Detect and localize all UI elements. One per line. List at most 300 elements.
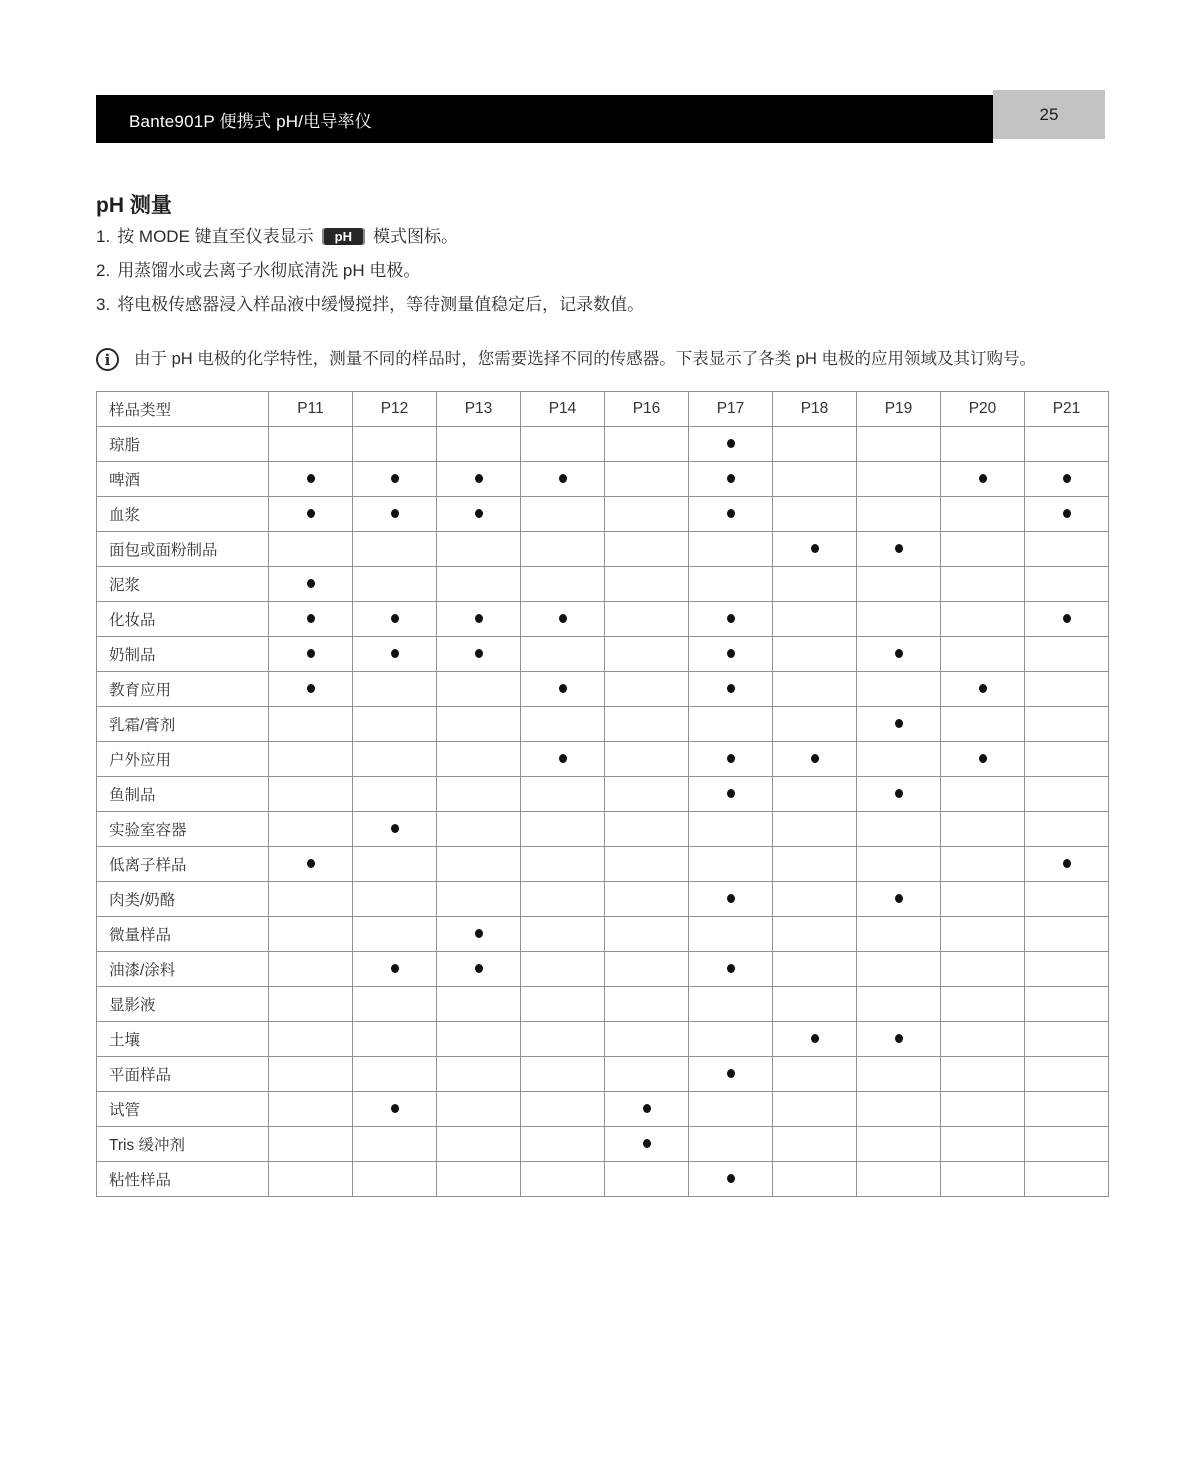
- table-cell: [521, 1127, 605, 1162]
- table-cell: [437, 462, 521, 497]
- table-cell: [605, 1022, 689, 1057]
- dot-marker: [1063, 509, 1071, 518]
- dot-marker: [475, 509, 483, 518]
- dot-marker: [727, 439, 735, 448]
- table-cell: [773, 567, 857, 602]
- step-1-number: 1.: [96, 227, 111, 246]
- step-2: [96, 256, 1106, 290]
- table-cell: [689, 847, 773, 882]
- table-row: [97, 1092, 1109, 1127]
- dot-marker: [811, 544, 819, 553]
- dot-marker: [391, 614, 399, 623]
- electrode-application-table: [96, 391, 1109, 1197]
- table-row: [97, 1127, 1109, 1162]
- column-header-p21: P21: [1025, 392, 1109, 427]
- table-row: [97, 952, 1109, 987]
- dot-marker: [895, 894, 903, 903]
- table-cell: [269, 532, 353, 567]
- row-label: 琼脂: [97, 427, 269, 462]
- dot-marker: [307, 509, 315, 518]
- info-note: [96, 347, 1108, 371]
- column-header-p13: P13: [437, 392, 521, 427]
- dot-marker: [475, 929, 483, 938]
- table-cell: [353, 602, 437, 637]
- table-cell: [353, 1127, 437, 1162]
- table-cell: [605, 672, 689, 707]
- dot-marker: [307, 684, 315, 693]
- table-cell: [353, 1022, 437, 1057]
- table-cell: [353, 987, 437, 1022]
- table-cell: [1025, 917, 1109, 952]
- table-cell: [941, 602, 1025, 637]
- table-cell: [521, 1092, 605, 1127]
- table-cell: [269, 1127, 353, 1162]
- table-cell: [269, 707, 353, 742]
- row-label: Tris 缓冲剂: [97, 1127, 269, 1162]
- table-cell: [521, 987, 605, 1022]
- table-cell: [941, 917, 1025, 952]
- table-cell: [689, 812, 773, 847]
- table-cell: [437, 602, 521, 637]
- row-label: 啤酒: [97, 462, 269, 497]
- table-cell: [605, 462, 689, 497]
- table-cell: [773, 707, 857, 742]
- table-cell: [521, 602, 605, 637]
- table-cell: [1025, 637, 1109, 672]
- table-cell: [521, 427, 605, 462]
- dot-marker: [643, 1139, 651, 1148]
- table-cell: [605, 707, 689, 742]
- table-cell: [521, 707, 605, 742]
- table-cell: [605, 1057, 689, 1092]
- dot-marker: [307, 474, 315, 483]
- page-title: pH 测量: [96, 194, 172, 217]
- table-row: [97, 532, 1109, 567]
- table-cell: [857, 742, 941, 777]
- table-cell: [773, 952, 857, 987]
- table-cell: [353, 672, 437, 707]
- table-cell: [1025, 742, 1109, 777]
- table-cell: [353, 1092, 437, 1127]
- row-label: 血浆: [97, 497, 269, 532]
- table-cell: [857, 1162, 941, 1197]
- dot-marker: [727, 789, 735, 798]
- table-cell: [1025, 497, 1109, 532]
- row-label: 户外应用: [97, 742, 269, 777]
- table-cell: [689, 707, 773, 742]
- table-cell: [689, 602, 773, 637]
- table-cell: [437, 952, 521, 987]
- table-cell: [773, 1022, 857, 1057]
- dot-marker: [391, 474, 399, 483]
- table-cell: [1025, 812, 1109, 847]
- table-cell: [605, 812, 689, 847]
- table-cell: [941, 427, 1025, 462]
- table-cell: [941, 987, 1025, 1022]
- table-cell: [437, 1022, 521, 1057]
- dot-marker: [1063, 474, 1071, 483]
- table-cell: [941, 1162, 1025, 1197]
- table-row: [97, 602, 1109, 637]
- table-cell: [437, 777, 521, 812]
- step-3: [96, 290, 1106, 324]
- info-note-text: 由于 pH 电极的化学特性，测量不同的样品时，您需要选择不同的传感器。下表显示了各类 pH 电极的应用领域及其订购号。: [134, 350, 1037, 368]
- dot-marker: [475, 649, 483, 658]
- table-cell: [689, 427, 773, 462]
- table-cell: [857, 427, 941, 462]
- table-cell: [269, 917, 353, 952]
- table-cell: [269, 1057, 353, 1092]
- table-cell: [1025, 427, 1109, 462]
- table-cell: [773, 462, 857, 497]
- table-cell: [689, 567, 773, 602]
- header-title: Bante901P 便携式 pH/电导率仪: [129, 111, 372, 131]
- table-cell: [1025, 567, 1109, 602]
- row-label: 试管: [97, 1092, 269, 1127]
- dot-marker: [727, 474, 735, 483]
- table-cell: [689, 987, 773, 1022]
- dot-marker: [307, 579, 315, 588]
- table-cell: [521, 497, 605, 532]
- table-cell: [689, 532, 773, 567]
- table-cell: [353, 847, 437, 882]
- page-number-box: [993, 90, 1105, 139]
- table-cell: [857, 1127, 941, 1162]
- table-cell: [521, 812, 605, 847]
- table-cell: [437, 987, 521, 1022]
- table-cell: [521, 1057, 605, 1092]
- table-row: [97, 847, 1109, 882]
- table-cell: [941, 742, 1025, 777]
- dot-marker: [895, 1034, 903, 1043]
- table-cell: [773, 1127, 857, 1162]
- row-label: 奶制品: [97, 637, 269, 672]
- table-cell: [941, 637, 1025, 672]
- table-cell: [269, 952, 353, 987]
- table-cell: [689, 1127, 773, 1162]
- table-cell: [857, 602, 941, 637]
- table-cell: [353, 742, 437, 777]
- table-cell: [857, 637, 941, 672]
- table-cell: [521, 672, 605, 707]
- table-cell: [941, 567, 1025, 602]
- table-row: [97, 497, 1109, 532]
- table-cell: [269, 1022, 353, 1057]
- step-3-text: 将电极传感器浸入样品液中缓慢搅拌，等待测量值稳定后，记录数值。: [117, 295, 645, 314]
- dot-marker: [391, 824, 399, 833]
- dot-marker: [475, 964, 483, 973]
- row-label: 低离子样品: [97, 847, 269, 882]
- table-cell: [605, 567, 689, 602]
- table-cell: [437, 1127, 521, 1162]
- dot-marker: [307, 649, 315, 658]
- table-cell: [269, 812, 353, 847]
- table-cell: [941, 847, 1025, 882]
- ph-mode-icon: pH: [322, 228, 365, 245]
- step-1-text-before: 按 MODE 键直至仪表显示: [117, 227, 314, 246]
- table-cell: [857, 497, 941, 532]
- table-cell: [773, 532, 857, 567]
- table-cell: [941, 952, 1025, 987]
- table-cell: [1025, 777, 1109, 812]
- table-cell: [773, 1162, 857, 1197]
- header-bar: [96, 95, 993, 143]
- table-cell: [1025, 1162, 1109, 1197]
- dot-marker: [979, 754, 987, 763]
- table-cell: [857, 1092, 941, 1127]
- table-cell: [857, 1057, 941, 1092]
- table-cell: [521, 847, 605, 882]
- table-row: [97, 567, 1109, 602]
- table-cell: [605, 882, 689, 917]
- table-cell: [437, 427, 521, 462]
- dot-marker: [643, 1104, 651, 1113]
- table-cell: [1025, 672, 1109, 707]
- table-cell: [521, 637, 605, 672]
- table-cell: [437, 1162, 521, 1197]
- dot-marker: [727, 614, 735, 623]
- table-cell: [269, 987, 353, 1022]
- dot-marker: [391, 509, 399, 518]
- table-cell: [773, 497, 857, 532]
- table-cell: [773, 672, 857, 707]
- table-cell: [689, 882, 773, 917]
- table-row: [97, 637, 1109, 672]
- dot-marker: [727, 1069, 735, 1078]
- column-header-p11: P11: [269, 392, 353, 427]
- row-label: 油漆/涂料: [97, 952, 269, 987]
- table-cell: [353, 882, 437, 917]
- table-cell: [941, 882, 1025, 917]
- table-cell: [269, 462, 353, 497]
- table-cell: [689, 777, 773, 812]
- table-cell: [1025, 707, 1109, 742]
- table-cell: [269, 777, 353, 812]
- table-cell: [857, 777, 941, 812]
- table-cell: [521, 532, 605, 567]
- row-label: 鱼制品: [97, 777, 269, 812]
- column-header-p20: P20: [941, 392, 1025, 427]
- dot-marker: [727, 754, 735, 763]
- table-cell: [605, 532, 689, 567]
- table-cell: [437, 917, 521, 952]
- table-cell: [689, 917, 773, 952]
- table-header-row: [97, 392, 1109, 427]
- table-cell: [605, 952, 689, 987]
- table-cell: [605, 917, 689, 952]
- row-label: 粘性样品: [97, 1162, 269, 1197]
- table-cell: [689, 1022, 773, 1057]
- table-cell: [1025, 462, 1109, 497]
- table-cell: [1025, 1057, 1109, 1092]
- table-cell: [941, 1127, 1025, 1162]
- dot-marker: [475, 474, 483, 483]
- dot-marker: [895, 544, 903, 553]
- table-row: [97, 462, 1109, 497]
- table-body: [97, 427, 1109, 1197]
- table-cell: [353, 567, 437, 602]
- table-row: [97, 987, 1109, 1022]
- table-cell: [269, 1162, 353, 1197]
- table-cell: [941, 1092, 1025, 1127]
- dot-marker: [895, 789, 903, 798]
- table-cell: [857, 462, 941, 497]
- table-cell: [941, 1057, 1025, 1092]
- table-cell: [941, 1022, 1025, 1057]
- row-label: 面包或面粉制品: [97, 532, 269, 567]
- table-cell: [605, 1092, 689, 1127]
- table-cell: [521, 462, 605, 497]
- dot-marker: [811, 1034, 819, 1043]
- table-cell: [521, 742, 605, 777]
- table-cell: [857, 672, 941, 707]
- info-icon: i: [96, 348, 119, 371]
- table-cell: [353, 462, 437, 497]
- table-cell: [437, 567, 521, 602]
- dot-marker: [559, 614, 567, 623]
- table-cell: [437, 637, 521, 672]
- table-cell: [941, 812, 1025, 847]
- table-cell: [437, 847, 521, 882]
- column-header-sample-type: 样品类型: [97, 392, 269, 427]
- table-cell: [941, 462, 1025, 497]
- table-cell: [941, 777, 1025, 812]
- table-cell: [1025, 532, 1109, 567]
- table-cell: [605, 602, 689, 637]
- dot-marker: [727, 1174, 735, 1183]
- table-cell: [941, 672, 1025, 707]
- table-cell: [269, 672, 353, 707]
- table-cell: [857, 812, 941, 847]
- table-row: [97, 742, 1109, 777]
- row-label: 显影液: [97, 987, 269, 1022]
- table-cell: [773, 812, 857, 847]
- table-cell: [437, 1092, 521, 1127]
- row-label: 肉类/奶酪: [97, 882, 269, 917]
- dot-marker: [727, 684, 735, 693]
- dot-marker: [895, 649, 903, 658]
- dot-marker: [559, 684, 567, 693]
- table-row: [97, 427, 1109, 462]
- table-cell: [605, 637, 689, 672]
- table-row: [97, 1057, 1109, 1092]
- table-cell: [857, 917, 941, 952]
- dot-marker: [391, 649, 399, 658]
- dot-marker: [391, 964, 399, 973]
- table-cell: [437, 812, 521, 847]
- table-cell: [941, 532, 1025, 567]
- table-cell: [521, 567, 605, 602]
- dot-marker: [1063, 614, 1071, 623]
- dot-marker: [979, 474, 987, 483]
- table-cell: [857, 882, 941, 917]
- table-cell: [689, 462, 773, 497]
- table-cell: [353, 637, 437, 672]
- step-1: [96, 222, 1106, 256]
- dot-marker: [559, 474, 567, 483]
- table-cell: [353, 777, 437, 812]
- table-row: [97, 672, 1109, 707]
- column-header-p12: P12: [353, 392, 437, 427]
- table-cell: [941, 707, 1025, 742]
- table-cell: [857, 847, 941, 882]
- page-number: 25: [1039, 104, 1059, 124]
- dot-marker: [559, 754, 567, 763]
- table-cell: [941, 497, 1025, 532]
- row-label: 化妆品: [97, 602, 269, 637]
- table-cell: [689, 497, 773, 532]
- table-cell: [689, 1057, 773, 1092]
- table-cell: [605, 427, 689, 462]
- table-cell: [857, 987, 941, 1022]
- table-cell: [437, 532, 521, 567]
- table-cell: [269, 882, 353, 917]
- table-cell: [1025, 882, 1109, 917]
- table-cell: [689, 742, 773, 777]
- table-cell: [353, 497, 437, 532]
- table-row: [97, 882, 1109, 917]
- table-cell: [269, 427, 353, 462]
- row-label: 实验室容器: [97, 812, 269, 847]
- row-label: 微量样品: [97, 917, 269, 952]
- table-cell: [689, 637, 773, 672]
- dot-marker: [475, 614, 483, 623]
- table-cell: [269, 497, 353, 532]
- table-cell: [521, 952, 605, 987]
- table-cell: [521, 917, 605, 952]
- table-cell: [689, 1092, 773, 1127]
- table-cell: [773, 917, 857, 952]
- column-header-p18: P18: [773, 392, 857, 427]
- dot-marker: [979, 684, 987, 693]
- table-cell: [269, 1092, 353, 1127]
- table-cell: [353, 952, 437, 987]
- dot-marker: [727, 509, 735, 518]
- table-cell: [1025, 987, 1109, 1022]
- table-cell: [605, 1127, 689, 1162]
- table-head: [97, 392, 1109, 427]
- table-cell: [689, 1162, 773, 1197]
- table-cell: [689, 952, 773, 987]
- table-cell: [773, 742, 857, 777]
- table-cell: [605, 742, 689, 777]
- column-header-p14: P14: [521, 392, 605, 427]
- table-cell: [773, 602, 857, 637]
- table-cell: [353, 917, 437, 952]
- step-2-text: 用蒸馏水或去离子水彻底清洗 pH 电极。: [117, 261, 421, 280]
- table-cell: [605, 847, 689, 882]
- table-cell: [521, 1022, 605, 1057]
- table-cell: [773, 847, 857, 882]
- step-3-number: 3.: [96, 295, 111, 314]
- table-cell: [437, 742, 521, 777]
- table-cell: [269, 847, 353, 882]
- table-cell: [269, 567, 353, 602]
- table-cell: [1025, 1092, 1109, 1127]
- table-cell: [269, 637, 353, 672]
- table-row: [97, 1162, 1109, 1197]
- table-cell: [1025, 602, 1109, 637]
- table-row: [97, 812, 1109, 847]
- table-cell: [353, 427, 437, 462]
- dot-marker: [307, 614, 315, 623]
- table-cell: [269, 742, 353, 777]
- table-cell: [353, 707, 437, 742]
- table-cell: [269, 602, 353, 637]
- table-row: [97, 777, 1109, 812]
- table-cell: [773, 1092, 857, 1127]
- table-cell: [773, 427, 857, 462]
